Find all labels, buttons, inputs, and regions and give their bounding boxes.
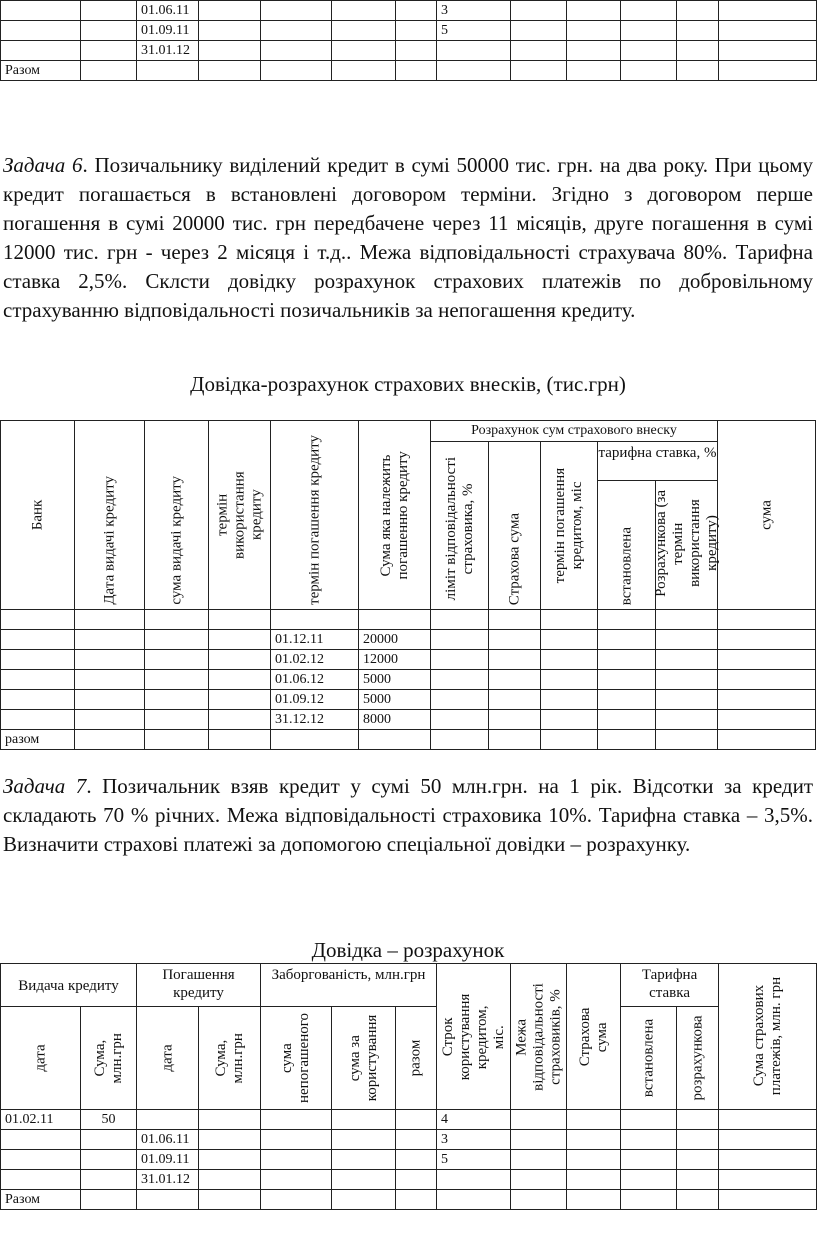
tariff-calc-header [677, 1007, 719, 1110]
repay-amount-cell: 12000 [359, 650, 431, 670]
header-label-wrap [652, 481, 720, 609]
header-label-wrap [437, 964, 510, 1109]
table-row [1, 41, 817, 61]
repay-term-months-header [541, 442, 598, 610]
total-row [1, 1190, 817, 1210]
header-label-wrap [567, 964, 620, 1109]
tariff-group-header: Тарифна ставка [621, 964, 719, 1007]
header-label-wrap [359, 421, 430, 609]
sum-to-repay-header [359, 421, 431, 610]
term-cell: 5 [437, 1150, 511, 1170]
header-label-wrap [621, 1007, 676, 1109]
header-label: разом [407, 1039, 424, 1077]
debt-total-header [396, 1007, 437, 1110]
term-cell: 3 [437, 1, 511, 21]
header-label: сума видачі кредиту [168, 476, 184, 605]
payments-header [719, 964, 817, 1110]
header-label-wrap [598, 481, 655, 609]
table-row [1, 21, 817, 41]
table-row [1, 690, 816, 710]
table-row [1, 650, 816, 670]
repay-amount-cell: 5000 [359, 670, 431, 690]
insurance-calc-table [0, 420, 816, 750]
header-label-wrap [137, 1007, 198, 1109]
header-label: сума [758, 500, 775, 530]
header-label: Строк користування кредитом, міс. [439, 993, 507, 1080]
term-cell: 3 [437, 1130, 511, 1150]
total-label: разом [1, 730, 75, 750]
task-6-text: . Позичальнику виділений кредит в сумі 50000 тис. грн. на два року. При цьому кредит погашається в встановлені договором терміни. Згідно з договором перше погашення в сумі 20000 тис. грн передбачене через 11 місяців, друге погашення в сумі 12000 тис. грн - через 2 місяця і т.д.. Межа відповідальності страхувача 80%. Тарифна ставка 2,5%. Склсти довідку [3, 153, 814, 293]
term-cell: 4 [437, 1110, 511, 1130]
repay-date-header [137, 1007, 199, 1110]
table-row [1, 710, 816, 730]
debt-group-header: Заборгованість, млн.грн [261, 964, 437, 1007]
header-label: дата [32, 1044, 48, 1072]
task-7-text-end: довідки – розрахунку. [496, 832, 691, 856]
header-label: ліміт відповідальності страховика, % [442, 457, 476, 601]
header-label-wrap [81, 1007, 136, 1109]
total-row [1, 61, 817, 81]
header-row [1, 964, 817, 1007]
term-cell [437, 41, 511, 61]
task-6-text-end: розрахунок страхових платежів по добровільному страхуванню відповідальності позичальників за непогашення кредиту. [3, 269, 813, 322]
repay-amount-cell: 5000 [359, 690, 431, 710]
header-label: Страхова сума [506, 512, 522, 605]
table-1-caption: Довідка-розрахунок страхових внесків, (тис.грн) [190, 372, 626, 396]
term-cell: 5 [437, 21, 511, 41]
unpaid-sum-header [261, 1007, 332, 1110]
header-label: Сума страхових платежів, млн. грн [750, 976, 784, 1095]
date-cell: 01.09.11 [137, 21, 199, 41]
repay-amount-cell: 8000 [359, 710, 431, 730]
use-sum-header [332, 1007, 396, 1110]
repay-amount-cell: 20000 [359, 630, 431, 650]
header-label: Банк [29, 499, 45, 531]
table-row [1, 1, 817, 21]
insured-sum-header [567, 964, 621, 1110]
task-7-paragraph [3, 772, 813, 859]
header-label: встановлена [640, 1018, 657, 1098]
repay-date-cell: 31.01.12 [137, 1170, 199, 1190]
header-label-wrap [145, 421, 208, 609]
table-row [1, 1110, 817, 1130]
header-label: Сума, млн.грн [91, 1032, 125, 1084]
bank-header [1, 421, 75, 610]
repay-date-cell: 01.09.12 [271, 690, 359, 710]
total-row [1, 730, 816, 750]
table-row [1, 610, 816, 630]
header-row [1, 1007, 817, 1110]
issue-date-header [1, 1007, 81, 1110]
table-row [1, 630, 816, 650]
repay-date-cell: 31.12.12 [271, 710, 359, 730]
header-label-wrap [209, 421, 270, 609]
term-header [437, 964, 511, 1110]
header-label-wrap [511, 964, 566, 1109]
table-row [1, 1130, 817, 1150]
table-row [1, 1170, 817, 1190]
use-term-header [209, 421, 271, 610]
calc-group-header: Розрахунок сум страхового внеску [431, 421, 718, 442]
header-label-wrap [199, 1007, 260, 1109]
repay-date-cell: 01.06.12 [271, 670, 359, 690]
header-label: Дата видачі кредиту [101, 476, 117, 605]
repay-date-cell: 01.06.11 [137, 1130, 199, 1150]
header-row [1, 421, 816, 442]
header-label: Розрахункова (за термін використання кредиту) [652, 490, 720, 598]
header-label-wrap [718, 421, 815, 609]
tariff-set-header [621, 1007, 677, 1110]
header-label-wrap [1, 1007, 80, 1109]
issue-sum-header [145, 421, 209, 610]
table-2-caption: Довідка – розрахунок [311, 938, 505, 962]
header-label: термін погашення кредитом, міс [552, 467, 585, 583]
header-label: Сума, млн.грн [212, 1032, 246, 1084]
header-label: розрахункова [689, 1015, 706, 1101]
header-label-wrap [677, 1007, 718, 1109]
task-6-paragraph [3, 151, 813, 325]
issue-date-cell: 01.02.11 [1, 1110, 81, 1130]
top-table-fragment [0, 0, 817, 81]
header-label: Страхова сума [576, 1007, 610, 1066]
header-label: Сума яка належить погашенню кредиту [377, 450, 411, 579]
header-label-wrap [431, 442, 488, 609]
header-label: встановлена [618, 526, 634, 605]
liability-limit-header [431, 442, 489, 610]
header-label: сума за користування [346, 1014, 380, 1102]
insured-sum-header [489, 442, 541, 610]
task-7-label: Задача 7 [3, 774, 87, 798]
issue-group-header: Видача кредиту [1, 964, 137, 1007]
header-label: термін використання кредиту [214, 471, 264, 559]
issue-date-header [75, 421, 145, 610]
credit-calc-table [0, 963, 817, 1210]
date-cell: 01.06.11 [137, 1, 199, 21]
repay-date-cell: 01.09.11 [137, 1150, 199, 1170]
header-label-wrap [261, 1007, 331, 1109]
header-label-wrap [541, 442, 597, 609]
header-label-wrap [719, 964, 816, 1109]
repay-date-cell: 01.02.12 [271, 650, 359, 670]
table-row [1, 670, 816, 690]
header-label: термін погашення кредиту [306, 435, 322, 605]
repay-date-cell: 01.12.11 [271, 630, 359, 650]
header-label: дата [159, 1044, 175, 1072]
header-label: Межа відповідальності страховиків, % [513, 982, 564, 1091]
issue-sum-cell: 50 [81, 1110, 137, 1130]
issue-sum-header [81, 1007, 137, 1110]
header-label-wrap [75, 421, 144, 609]
task-6-label: Задача 6 [3, 153, 83, 177]
sum-header [718, 421, 816, 610]
header-label-wrap [332, 1007, 395, 1109]
task-7-text: . Позичальник взяв кредит у сумі 50 млн.грн. на 1 рік. Відсотки за кредит складають 70 % річних. Межа відповідальності страховика 10%. Тарифна ставка – 3,5%. Визначити страхові платежі за допомогою спеціальної [3, 774, 813, 856]
tariff-calc-header [652, 481, 720, 610]
header-label-wrap [396, 1007, 436, 1109]
total-label: Разом [1, 61, 81, 81]
liability-header [511, 964, 567, 1110]
repay-group-header: Погашення кредиту [137, 964, 261, 1007]
date-cell: 31.01.12 [137, 41, 199, 61]
repay-sum-header [199, 1007, 261, 1110]
header-label-wrap [1, 421, 74, 609]
tariff-set-header [598, 481, 656, 610]
table-row [1, 1150, 817, 1170]
header-label-wrap [489, 442, 540, 609]
tariff-group-header: тарифна ставка, % [598, 442, 718, 481]
total-label: Разом [1, 1190, 81, 1210]
repay-term-header [271, 421, 359, 610]
header-label-wrap [271, 421, 358, 609]
header-label: сума непогашеного [279, 1012, 313, 1104]
term-cell [437, 1170, 511, 1190]
